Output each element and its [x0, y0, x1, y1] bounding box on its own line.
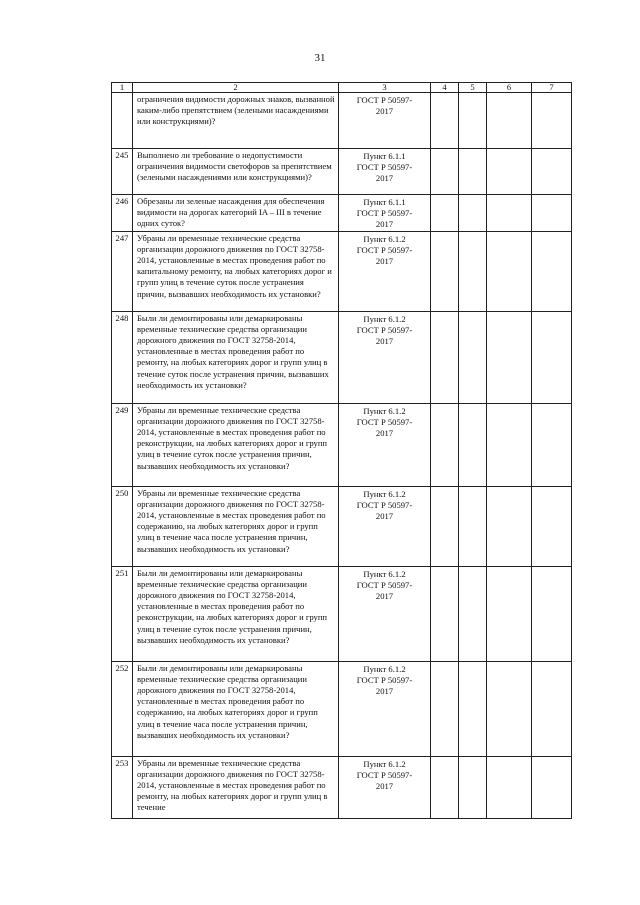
- empty-cell: [431, 486, 459, 566]
- table-row: [112, 756, 572, 818]
- empty-cell: [459, 661, 487, 756]
- empty-cell: [532, 195, 572, 232]
- empty-cell: [532, 566, 572, 661]
- empty-cell: [431, 231, 459, 311]
- question-text: ограничения видимости дорожных знаков, вызванной каким-либо препятствием (зелеными насаждениями или конструкциями)?: [133, 93, 339, 149]
- table-row: [112, 311, 572, 403]
- table-row: [112, 403, 572, 486]
- reference-line: ГОСТ Р 50597-: [356, 244, 413, 255]
- requirement-reference: [339, 486, 431, 566]
- empty-cell: [487, 231, 532, 311]
- checklist-table: [111, 82, 572, 819]
- table-row: [112, 566, 572, 661]
- column-header: 6: [487, 83, 532, 93]
- row-number: 248: [112, 311, 133, 403]
- empty-cell: [487, 403, 532, 486]
- reference-line: ГОСТ Р 50597-: [356, 674, 413, 685]
- column-header: 7: [532, 83, 572, 93]
- question-text: Убраны ли временные технические средства организации дорожного движения по ГОСТ 32758-2014, установленные в местах проведения работ по содержанию, на любых категориях дорог и групп улиц в течение часа после устранения причин, вызвавших необходимость их установки?: [133, 486, 339, 566]
- question-text: Убраны ли временные технические средства организации дорожного движения по ГОСТ 32758-2014, установленные в местах проведения работ по капитальному ремонту, на любых категориях дорог и групп улиц в течение суток после устранения причин, вызвавших необходимость их установки?: [133, 231, 339, 311]
- reference-line: ГОСТ Р 50597-: [356, 416, 413, 427]
- empty-cell: [459, 231, 487, 311]
- column-header: 2: [133, 83, 339, 93]
- reference-line: 2017: [375, 428, 394, 439]
- requirement-reference: [339, 149, 431, 195]
- reference-line: ГОСТ Р 50597-: [356, 499, 413, 510]
- empty-cell: [431, 149, 459, 195]
- table-row: [112, 149, 572, 195]
- row-number: 245: [112, 149, 133, 195]
- reference-line: 2017: [375, 781, 394, 792]
- requirement-reference: [339, 566, 431, 661]
- question-text: Были ли демонтированы или демаркированы временные технические средства организации дорожного движения по ГОСТ 32758-2014, установленные в местах проведения работ по содержанию, на любых категориях дорог и групп улиц в течение часа после устранения причин, вызвавших необходимость их установки?: [133, 661, 339, 756]
- empty-cell: [487, 93, 532, 149]
- empty-cell: [431, 311, 459, 403]
- empty-cell: [459, 195, 487, 232]
- reference-line: 2017: [375, 336, 394, 347]
- column-header: 1: [112, 83, 133, 93]
- reference-line: Пункт 6.1.2: [363, 568, 406, 579]
- empty-cell: [487, 149, 532, 195]
- reference-line: 2017: [375, 591, 394, 602]
- row-number: 253: [112, 756, 133, 818]
- empty-cell: [459, 403, 487, 486]
- requirement-reference: [339, 311, 431, 403]
- empty-cell: [532, 311, 572, 403]
- table-row: [112, 231, 572, 311]
- table-row: [112, 661, 572, 756]
- reference-line: Пункт 6.1.2: [363, 488, 406, 499]
- question-text: Были ли демонтированы или демаркированы временные технические средства организации дорожного движения по ГОСТ 32758-2014, установленные в местах проведения работ по ремонту, на любых категориях дорог и групп улиц в течение суток после устранения причин, вызвавших необходимость их установки?: [133, 311, 339, 403]
- reference-line: ГОСТ Р 50597-: [356, 208, 413, 219]
- requirement-reference: [339, 756, 431, 818]
- requirement-reference: [339, 661, 431, 756]
- reference-line: Пункт 6.1.1: [363, 197, 406, 207]
- empty-cell: [459, 486, 487, 566]
- reference-line: 2017: [375, 219, 394, 230]
- empty-cell: [532, 231, 572, 311]
- empty-cell: [431, 661, 459, 756]
- reference-line: 2017: [375, 686, 394, 697]
- reference-line: 2017: [375, 256, 394, 267]
- empty-cell: [487, 756, 532, 818]
- reference-line: 2017: [375, 106, 394, 117]
- column-header: 5: [459, 83, 487, 93]
- table-row: [112, 195, 572, 232]
- requirement-reference: [339, 403, 431, 486]
- reference-line: ГОСТ Р 50597-: [356, 95, 413, 105]
- question-text: Убраны ли временные технические средства организации дорожного движения по ГОСТ 32758-2014, установленные в местах проведения работ по ремонту, на любых категориях дорог и групп улиц в течение: [133, 756, 339, 818]
- reference-line: Пункт 6.1.1: [363, 151, 406, 161]
- question-text: Были ли демонтированы или демаркированы временные технические средства организации дорожного движения по ГОСТ 32758-2014, установленные в местах проведения работ по реконструкции, на любых категориях дорог и групп улиц в течение суток после устранения причин, вызвавших необходимость их установки?: [133, 566, 339, 661]
- table-row: [112, 486, 572, 566]
- empty-cell: [487, 195, 532, 232]
- reference-line: ГОСТ Р 50597-: [356, 324, 413, 335]
- empty-cell: [487, 566, 532, 661]
- row-number: 249: [112, 403, 133, 486]
- reference-line: Пункт 6.1.2: [363, 313, 406, 324]
- reference-line: Пункт 6.1.2: [363, 758, 406, 769]
- header-row: [112, 83, 572, 93]
- empty-cell: [532, 149, 572, 195]
- empty-cell: [431, 566, 459, 661]
- question-text: Выполнено ли требование о недопустимости ограничения видимости светофоров за препятствием (зелеными насаждениями или конструкциями)?: [133, 149, 339, 195]
- column-header: 3: [339, 83, 431, 93]
- empty-cell: [431, 195, 459, 232]
- empty-cell: [459, 149, 487, 195]
- reference-line: ГОСТ Р 50597-: [356, 579, 413, 590]
- row-number: 251: [112, 566, 133, 661]
- empty-cell: [431, 756, 459, 818]
- empty-cell: [459, 566, 487, 661]
- empty-cell: [532, 93, 572, 149]
- requirement-reference: [339, 93, 431, 149]
- row-number: 252: [112, 661, 133, 756]
- empty-cell: [459, 93, 487, 149]
- empty-cell: [487, 311, 532, 403]
- requirement-reference: [339, 231, 431, 311]
- empty-cell: [487, 661, 532, 756]
- empty-cell: [431, 403, 459, 486]
- reference-line: 2017: [375, 511, 394, 522]
- empty-cell: [459, 756, 487, 818]
- column-header: 4: [431, 83, 459, 93]
- question-text: Обрезаны ли зеленые насаждения для обеспечения видимости на дорогах категорий IA – III в течение одних суток?: [133, 195, 339, 232]
- table-row: [112, 93, 572, 149]
- empty-cell: [532, 403, 572, 486]
- reference-line: Пункт 6.1.2: [363, 663, 406, 674]
- empty-cell: [532, 486, 572, 566]
- empty-cell: [431, 93, 459, 149]
- reference-line: Пункт 6.1.2: [363, 233, 406, 244]
- reference-line: 2017: [375, 173, 394, 184]
- requirement-reference: [339, 195, 431, 232]
- question-text: Убраны ли временные технические средства организации дорожного движения по ГОСТ 32758-2014, установленные в местах проведения работ по реконструкции, на любых категориях дорог и групп улиц в течение суток после устранения причин, вызвавших необходимость их установки?: [133, 403, 339, 486]
- empty-cell: [487, 486, 532, 566]
- row-number: 247: [112, 231, 133, 311]
- row-number: [112, 93, 133, 149]
- empty-cell: [532, 661, 572, 756]
- empty-cell: [532, 756, 572, 818]
- reference-line: ГОСТ Р 50597-: [356, 769, 413, 780]
- empty-cell: [459, 311, 487, 403]
- page-number: 31: [314, 52, 326, 64]
- reference-line: Пункт 6.1.2: [363, 405, 406, 416]
- reference-line: ГОСТ Р 50597-: [356, 162, 413, 173]
- row-number: 250: [112, 486, 133, 566]
- row-number: 246: [112, 195, 133, 232]
